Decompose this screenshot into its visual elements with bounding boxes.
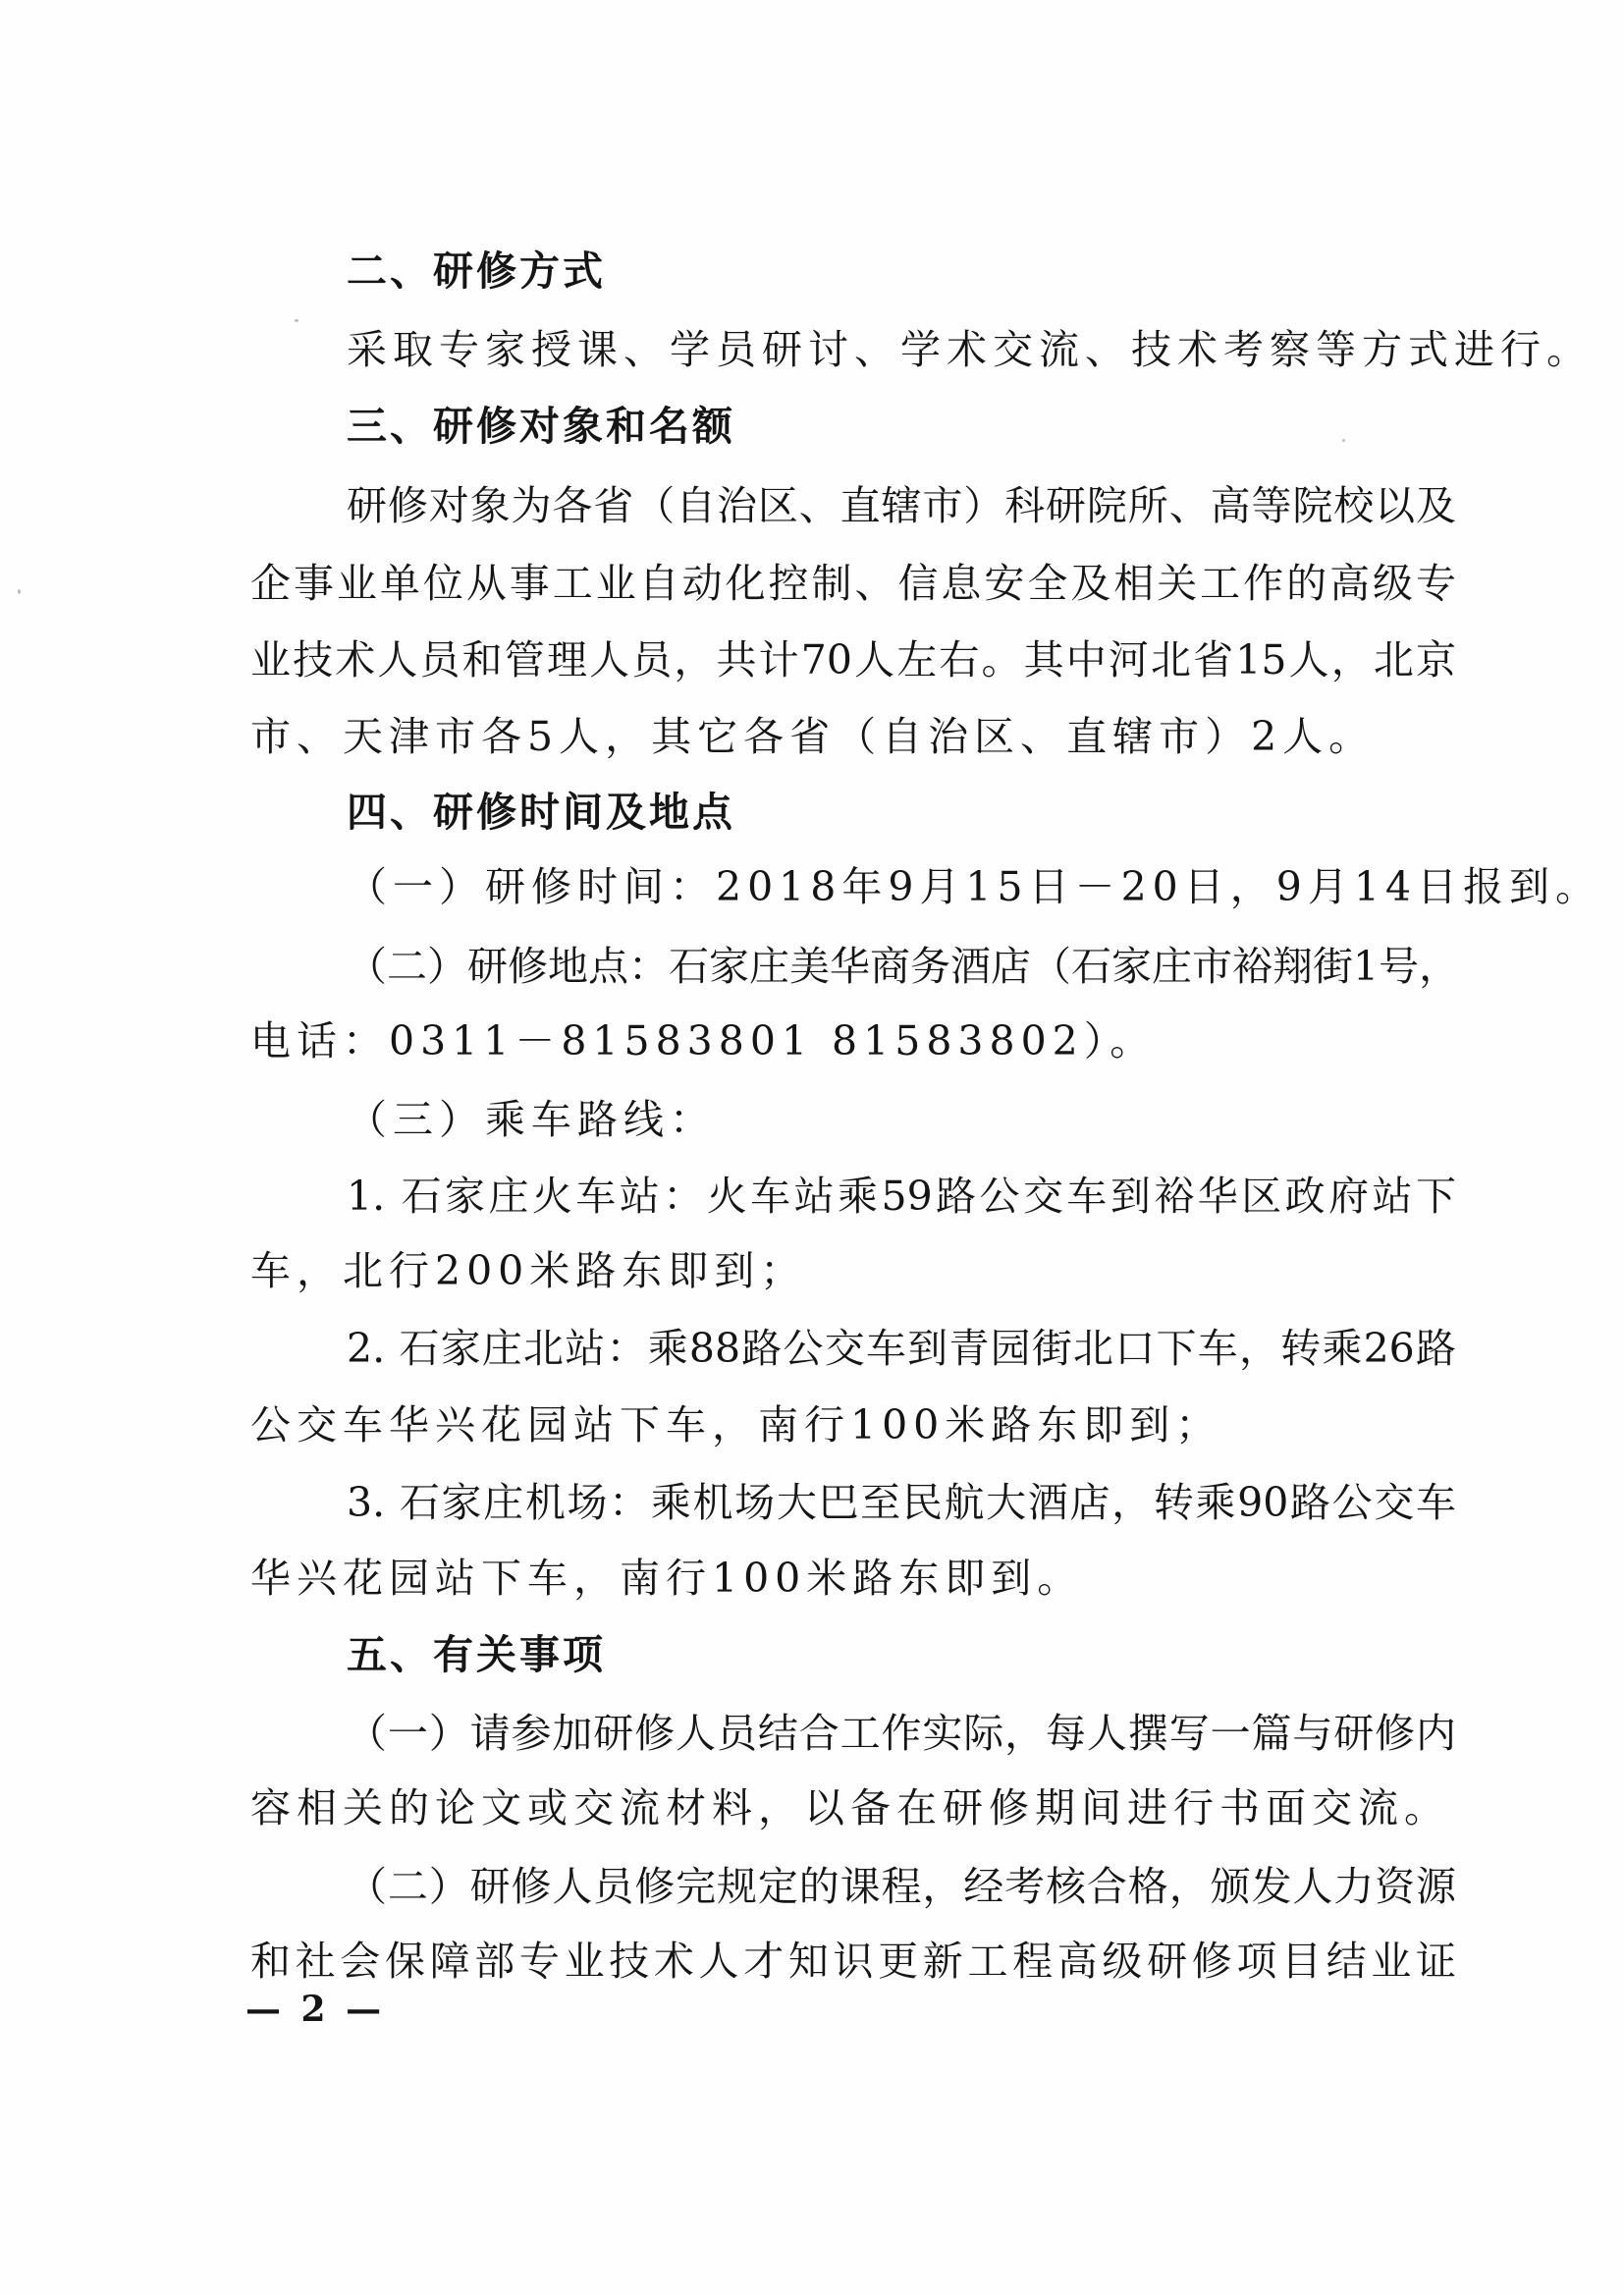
- paragraph-line: （二）研修地点：石家庄美华商务酒店（石家庄市裕翔街1号，: [347, 943, 1460, 990]
- paragraph-line: （一）请参加研修人员结合工作实际，每人撰写一篇与研修内: [347, 1710, 1456, 1757]
- paragraph-line: 公交车华兴花园站下车，南行100米路东即到；: [250, 1401, 1222, 1448]
- paragraph-line: （一）研修时间：2018年9月15日－20日，9月14日报到。: [347, 863, 1602, 910]
- paragraph-line: 业技术人员和管理人员，共计70人左右。其中河北省15人，北京: [250, 636, 1456, 683]
- paragraph-line: （二）研修人员修完规定的课程，经考核合格，颁发人力资源: [347, 1863, 1456, 1910]
- paragraph-line: 容相关的论文或交流材料，以备在研修期间进行书面交流。: [250, 1784, 1450, 1831]
- paragraph-line: 研修对象为各省（自治区、直辖市）科研院所、高等院校以及: [347, 482, 1456, 529]
- paragraph-line: （三）乘车路线：: [347, 1096, 716, 1143]
- paragraph-line: 3. 石家庄机场：乘机场大巴至民航大酒店，转乘90路公交车: [347, 1479, 1456, 1526]
- section-heading-5: 五、有关事项: [347, 1631, 606, 1678]
- page-number: — 2 —: [245, 1989, 386, 2030]
- paragraph-line: 华兴花园站下车，南行100米路东即到。: [250, 1555, 1084, 1602]
- scan-speck: [295, 319, 298, 322]
- paragraph-line: 采取专家授课、学员研讨、学术交流、技术考察等方式进行。: [347, 326, 1593, 373]
- scan-speck: [1342, 439, 1345, 442]
- paragraph-line: 企事业单位从事工业自动化控制、信息安全及相关工作的高级专: [250, 560, 1456, 607]
- paragraph-line: 电话：0311－81583801 81583802）。: [250, 1017, 1157, 1065]
- section-heading-2: 二、研修方式: [347, 247, 606, 295]
- section-heading-3: 三、研修对象和名额: [347, 403, 735, 450]
- paragraph-line: 市、天津市各5人，其它各省（自治区、直辖市）2人。: [250, 713, 1376, 760]
- section-heading-4: 四、研修时间及地点: [347, 789, 735, 836]
- scan-speck: [18, 589, 21, 594]
- paragraph-line: 和社会保障部专业技术人才知识更新工程高级研修项目结业证: [250, 1938, 1456, 1985]
- paragraph-line: 1. 石家庄火车站：火车站乘59路公交车到裕华区政府站下: [347, 1173, 1456, 1220]
- paragraph-line: 车，北行200米路东即到；: [250, 1247, 807, 1294]
- paragraph-line: 2. 石家庄北站：乘88路公交车到青园街北口下车，转乘26路: [347, 1325, 1456, 1372]
